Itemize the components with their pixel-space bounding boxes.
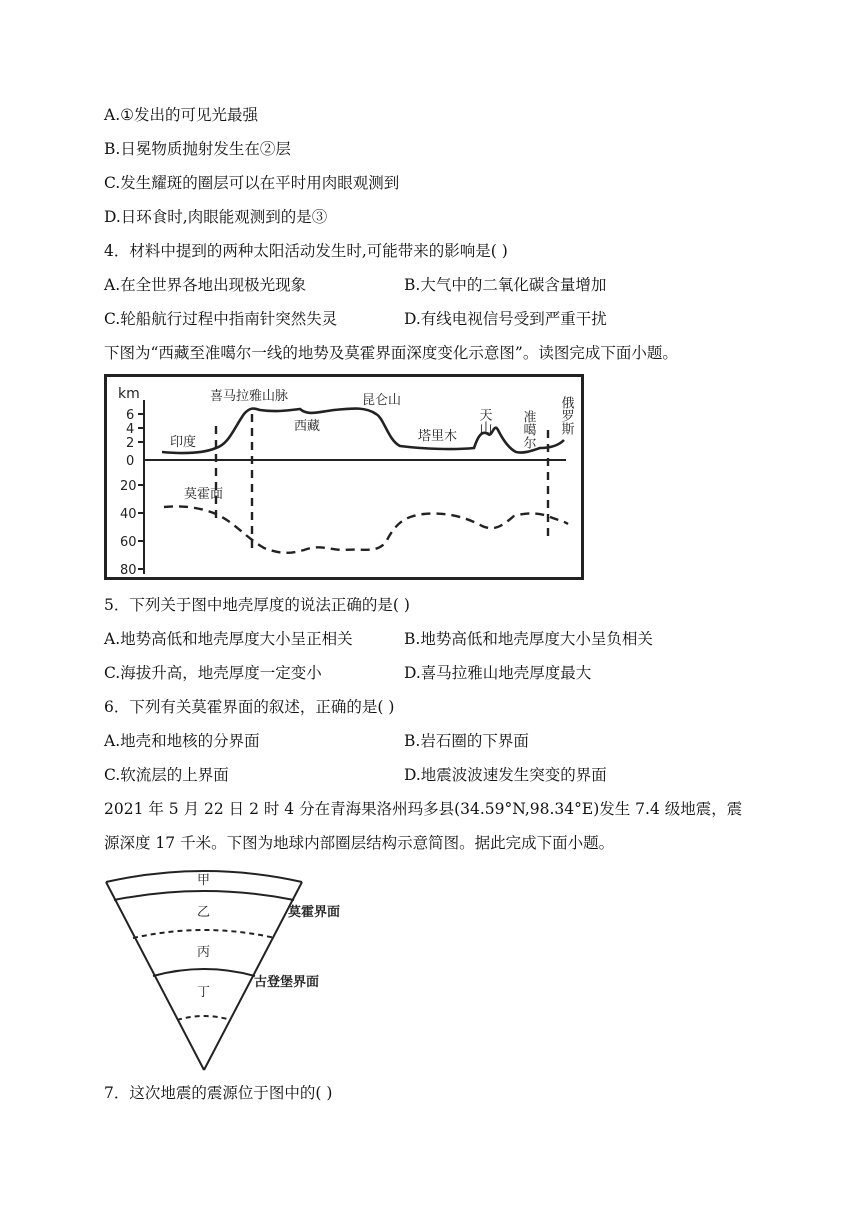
- q4-option-a: A.在全世界各地出现极光现象: [104, 276, 307, 294]
- label-tibet: 西藏: [294, 419, 321, 434]
- q4-option-d: D.有线电视信号受到严重干扰: [404, 310, 607, 328]
- q6-option-c: C.软流层的上界面: [104, 766, 229, 784]
- terrain-moho-profile-figure: [104, 374, 584, 580]
- figure2-intro-line2: 源深度 17 千米。下图为地球内部圈层结构示意简图。据此完成下面小题。: [104, 834, 615, 852]
- q5-stem: 5．下列关于图中地壳厚度的说法正确的是( ): [104, 596, 410, 614]
- earth-interior-wedge-figure: [104, 866, 364, 1076]
- figure2-intro-line1: 2021 年 5 月 22 日 2 时 4 分在青海果洛州玛多县(34.59°N,98.34°E)发生 7.4 级地震，震: [104, 800, 743, 818]
- y-tick-80: 80: [120, 563, 137, 578]
- y-tick-6: 6: [126, 408, 135, 423]
- q3-option-a: A.①发出的可见光最强: [104, 106, 259, 124]
- y-tick-60: 60: [120, 535, 137, 550]
- q3-option-c: C.发生耀斑的圈层可以在平时用肉眼观测到: [104, 174, 400, 192]
- q6-stem: 6．下列有关莫霍界面的叙述，正确的是( ): [104, 698, 395, 716]
- label-junggar: 准噶尔: [520, 410, 536, 449]
- label-india: 印度: [170, 435, 197, 450]
- label-moho: 莫霍面: [184, 487, 224, 502]
- q3-option-b: B.日冕物质抛射发生在②层: [104, 140, 291, 158]
- y-tick-40: 40: [120, 507, 137, 522]
- q6-option-b: B.岩石圈的下界面: [404, 732, 529, 750]
- layer-jia: 甲: [197, 873, 211, 888]
- q4-option-c: C.轮船航行过程中指南针突然失灵: [104, 310, 338, 328]
- q5-option-b: B.地势高低和地壳厚度大小呈负相关: [404, 630, 653, 648]
- q5-option-c: C.海拔升高，地壳厚度一定变小: [104, 664, 322, 682]
- figure1-intro: 下图为“西藏至准噶尔一线的地势及莫霍界面深度变化示意图”。读图完成下面小题。: [104, 344, 678, 362]
- label-russia: 俄罗斯: [558, 396, 574, 435]
- label-gutenberg-boundary: 古登堡界面: [254, 975, 320, 990]
- q6-option-a: A.地壳和地核的分界面: [104, 732, 260, 750]
- y-tick-2: 2: [126, 436, 135, 451]
- label-moho-boundary: 莫霍界面: [288, 905, 341, 920]
- q5-option-d: D.喜马拉雅山地壳厚度最大: [404, 664, 592, 682]
- q5-option-a: A.地势高低和地壳厚度大小呈正相关: [104, 630, 353, 648]
- q4-stem: 4．材料中提到的两种太阳活动发生时,可能带来的影响是( ): [104, 242, 508, 260]
- q6-option-d: D.地震波波速发生突变的界面: [404, 766, 607, 784]
- layer-bing: 丙: [197, 945, 211, 960]
- axis-unit: km: [118, 386, 140, 402]
- y-tick-4: 4: [126, 422, 135, 437]
- label-himalaya: 喜马拉雅山脉: [210, 389, 289, 404]
- q3-option-d: D.日环食时,肉眼能观测到的是③: [104, 208, 328, 226]
- label-kunlun: 昆仑山: [362, 393, 402, 408]
- layer-ding: 丁: [197, 985, 211, 1000]
- q4-option-b: B.大气中的二氧化碳含量增加: [404, 276, 607, 294]
- label-tianshan: 天山: [476, 408, 492, 434]
- layer-yi: 乙: [197, 905, 211, 920]
- label-tarim: 塔里木: [418, 429, 458, 444]
- q7-stem: 7．这次地震的震源位于图中的( ): [104, 1084, 333, 1102]
- y-tick-0: 0: [126, 454, 135, 469]
- y-tick-20: 20: [120, 479, 137, 494]
